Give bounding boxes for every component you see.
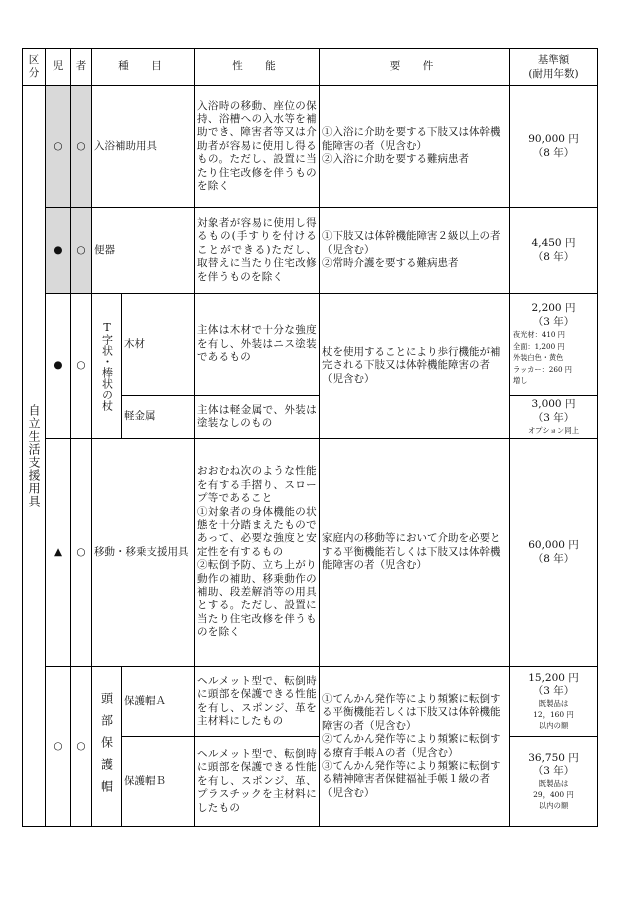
transfer-years: （8 年）	[532, 552, 575, 565]
helmet-b-price: 36,750 円	[528, 751, 579, 764]
toilet-sha-mark: ○	[71, 208, 92, 294]
transfer-name: 移動・移乗支援用具	[92, 439, 195, 667]
bath-price-cell	[510, 86, 598, 208]
cane-wood-note-3: 外装白色・黄色	[513, 353, 564, 363]
toilet-requirements	[320, 208, 510, 294]
table-row-bath	[23, 86, 598, 208]
helmet-group-cell	[92, 667, 122, 827]
cane-metal-name: 軽金属	[122, 396, 195, 439]
transfer-price-cell	[510, 439, 598, 667]
helmet-a-name: 保護帽Ａ	[122, 667, 195, 737]
header-ji: 児	[46, 49, 71, 86]
cane-metal-price: 3,000 円	[531, 398, 576, 411]
header-shumoku: 種 目	[92, 49, 195, 86]
helmet-b-note-2: 29，400 円	[533, 790, 574, 800]
transfer-requirements: 家庭内の移動等において介助を必要とする平衡機能若しくは下肢又は体幹機能障害の者（児含む）	[320, 439, 510, 667]
cane-wood-years: （3 年）	[532, 315, 575, 328]
table-row-toilet	[23, 208, 598, 294]
helmet-a-note-1: 既製品は	[538, 699, 569, 709]
bath-performance: 入浴時の移動、座位の保持、浴槽への入水等を補助でき、障害者等又は介助者が容易に使用し得るもの。ただし、設置に当たり住宅改修を伴うものを除く	[195, 86, 320, 208]
helmet-a-years: （3 年）	[532, 685, 575, 697]
helmet-b-years: （3 年）	[532, 765, 575, 777]
bath-sha-mark: ○	[71, 86, 92, 208]
transfer-sha-mark: ○	[71, 439, 92, 667]
helmet-ji-mark: ○	[46, 667, 71, 827]
cane-wood-name: 木材	[122, 294, 195, 396]
cane-wood-note-5: 増し	[513, 376, 528, 386]
header-kijungaku	[510, 49, 598, 86]
transfer-performance	[195, 439, 320, 667]
transfer-performance-2: ①対象者の身体機能の状態を十分踏まえたものであって、必要な強度と安定性を有するもの	[197, 505, 317, 558]
toilet-performance: 対象者が容易に使用し得るもの(手すりを付けることができる)ただし、取替えに当たり住宅改修を伴うものを除く	[195, 208, 320, 294]
helmet-requirement-1: ①てんかん発作等により頻繁に転倒する平衡機能若しくは下肢又は体幹機能障害の者（児含む）	[322, 692, 501, 732]
bath-name: 入浴補助用具	[92, 86, 195, 208]
toilet-name: 便器	[92, 208, 195, 294]
cane-wood-note-2: 全面：1,200 円	[513, 341, 565, 351]
cane-metal-performance: 主体は軽金属で、外装は塗装なしのもの	[195, 396, 320, 439]
cane-wood-performance: 主体は木材で十分な強度を有し、外装はニス塗装であるもの	[195, 294, 320, 396]
cane-metal-years: （3 年）	[532, 411, 575, 424]
helmet-requirements	[320, 667, 510, 827]
helmet-requirement-2: ②てんかん発作等により頻繁に転倒する療育手帳Ａの者（児含む）	[322, 733, 501, 759]
header-seino: 性 能	[195, 49, 320, 86]
toilet-price: 4,450 円	[531, 237, 576, 250]
bath-years: （8 年）	[532, 146, 575, 159]
cane-wood-note-1: 夜光材：410 円	[513, 330, 565, 340]
helmet-b-performance: ヘルメット型で、転倒時に頭部を保護できる性能を有し、スポンジ、革、プラスチックを主材料にしたもの	[195, 737, 320, 827]
header-sha: 者	[71, 49, 92, 86]
cane-ji-mark: ●	[46, 294, 71, 439]
header-kubun: 区分	[23, 49, 46, 86]
helmet-a-note-3: 以内の額	[538, 721, 569, 731]
helmet-b-note-1: 既製品は	[538, 779, 569, 789]
bath-ji-mark: ○	[46, 86, 71, 208]
bath-requirements	[320, 86, 510, 208]
transfer-ji-mark: ▲	[46, 439, 71, 667]
helmet-requirement-3: ③てんかん発作等により頻繁に転倒する精神障害者保健福祉手帳１級の者（児含む）	[322, 759, 501, 799]
bath-requirement-2: ②入浴に介助を要する難病患者	[322, 153, 469, 166]
helmet-group-label: 頭部保護帽	[99, 691, 114, 802]
helmet-b-note-3: 以内の額	[538, 801, 569, 811]
helmet-a-performance: ヘルメット型で、転倒時に頭部を保護できる性能を有し、スポンジ、革を主材料にしたもの	[195, 667, 320, 737]
toilet-price-cell	[510, 208, 598, 294]
cane-group-cell	[92, 294, 122, 439]
header-row	[23, 49, 598, 86]
transfer-price: 60,000 円	[528, 539, 579, 552]
header-nensu-label: (耐用年数)	[528, 68, 579, 80]
bath-price: 90,000 円	[528, 133, 579, 146]
transfer-performance-1: おおむね次のような性能を有する手摺り、スロープ等であること	[197, 465, 317, 505]
equipment-table	[22, 48, 598, 827]
category-cell	[23, 86, 46, 827]
cane-metal-note: オプション同上	[527, 425, 580, 435]
helmet-a-price: 15,200 円	[528, 671, 579, 684]
helmet-sha-mark: ○	[71, 667, 92, 827]
helmet-a-price-cell	[510, 667, 598, 737]
table-row-transfer	[23, 439, 598, 667]
category-label: 自立生活支援用具	[27, 404, 41, 508]
cane-wood-note-4: ラッカー：260 円	[513, 364, 572, 374]
toilet-ji-mark: ●	[46, 208, 71, 294]
table-row-cane-wood	[23, 294, 598, 396]
cane-requirements: 杖を使用することにより歩行機能が補完される下肢又は体幹機能障害の者（児含む）	[320, 294, 510, 439]
header-kijungaku-label: 基準額	[537, 54, 570, 66]
cane-wood-price-cell	[510, 294, 598, 396]
toilet-years: （8 年）	[532, 250, 575, 263]
header-yoken: 要 件	[320, 49, 510, 86]
toilet-requirement-2: ②常時介護を要する難病患者	[322, 257, 459, 270]
transfer-performance-3: ②転倒予防、立ち上がり動作の補助、移乗動作の補助、段差解消等の用具とする。ただし、設置に当たり住宅改修を伴うものを除く	[197, 559, 317, 639]
toilet-requirement-1: ①下肢又は体幹機能障害２級以上の者（児含む）	[322, 230, 501, 256]
cane-metal-price-cell	[510, 396, 598, 439]
cane-group-label: T字状・棒状の杖	[100, 321, 114, 411]
table-row-helmet-a	[23, 667, 598, 737]
helmet-a-note-2: 12，160 円	[533, 710, 574, 720]
cane-wood-price: 2,200 円	[531, 302, 576, 315]
helmet-b-price-cell	[510, 737, 598, 827]
helmet-b-name: 保護帽Ｂ	[122, 737, 195, 827]
cane-sha-mark: ○	[71, 294, 92, 439]
bath-requirement-1: ①入浴に介助を要する下肢又は体幹機能障害の者（児含む）	[322, 126, 501, 152]
